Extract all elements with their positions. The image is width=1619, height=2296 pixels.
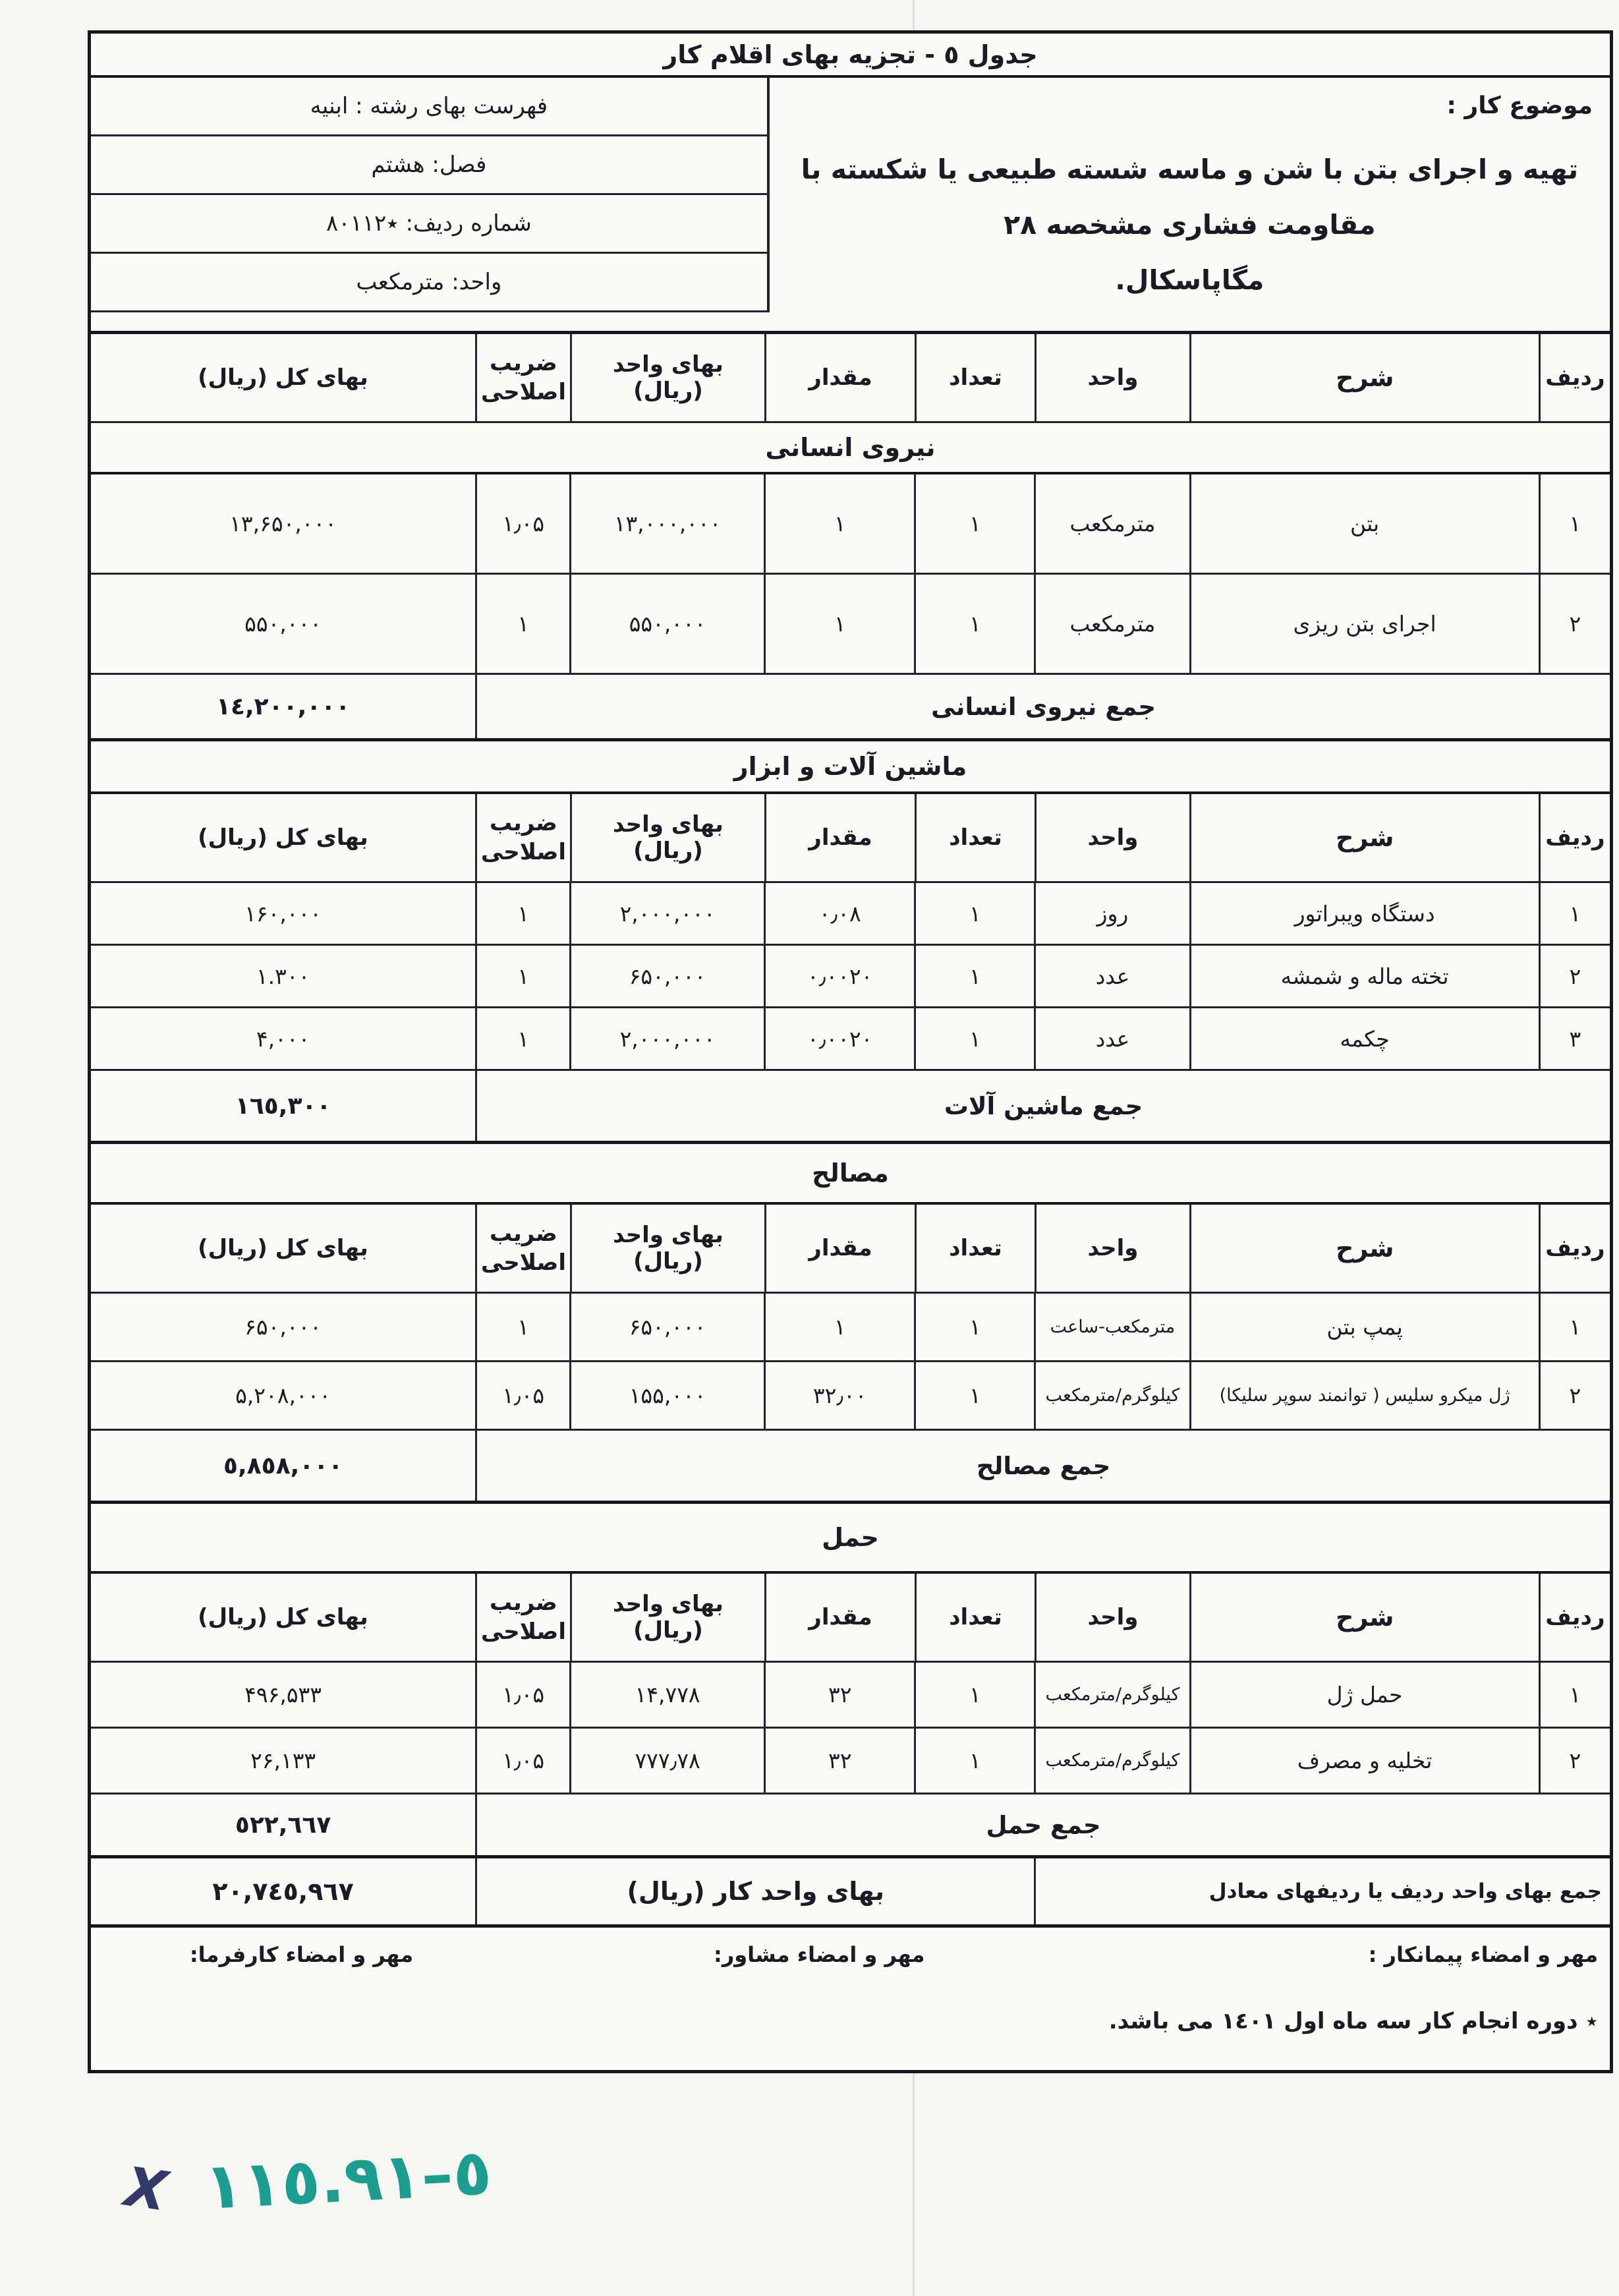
- table-header-row: [91, 1574, 1610, 1663]
- col-header-desc: شرح: [1189, 1205, 1539, 1292]
- sum-row-machinery: [91, 1071, 1610, 1141]
- cell-total: ۲۶,۱۳۳: [250, 1748, 316, 1773]
- table-row: [91, 1008, 1610, 1071]
- section-band-machinery: [91, 741, 1610, 794]
- cell-qty: ۳۲٫۰۰: [764, 1362, 914, 1429]
- cell-desc: اجرای بتن ریزی: [1189, 575, 1539, 673]
- sum-row-transport: [91, 1794, 1610, 1855]
- col-header-row: ردیف: [1539, 1205, 1610, 1292]
- work-subject-cell: [767, 78, 1610, 312]
- cell-total: ۱۶۰,۰۰۰: [244, 900, 322, 927]
- cell-unit: مترمکعب-ساعت: [1034, 1294, 1189, 1360]
- cell-qty: ۳۲: [764, 1663, 914, 1727]
- sum-label: جمع ماشین آلات: [475, 1071, 1610, 1141]
- sum-label: جمع مصالح: [475, 1431, 1610, 1501]
- spacer: [91, 312, 1610, 331]
- table-header-row: [91, 794, 1610, 883]
- col-header-factor-line2: اصلاحی: [480, 1619, 567, 1645]
- grand-total-row: [91, 1855, 1610, 1928]
- col-header-row: ردیف: [1539, 794, 1610, 881]
- cell-desc: بتن: [1189, 474, 1539, 573]
- cell-qty: ۱: [764, 1294, 914, 1360]
- cell-factor: ۱٫۰۵: [475, 1663, 569, 1727]
- cell-row-no: ۳: [1539, 1008, 1610, 1069]
- cell-unit-price: ۱۵۵,۰۰۰: [569, 1362, 764, 1429]
- cell-factor: ۱٫۰۵: [475, 1362, 569, 1429]
- grand-total-value: ٢٠,٧٤٥,٩٦٧: [212, 1877, 354, 1906]
- cell-unit: کیلوگرم/مترمکعب: [1034, 1729, 1189, 1793]
- section-band-human-resources: [91, 423, 1610, 474]
- cell-unit-price: ۱۳,۰۰۰,۰۰۰: [569, 474, 764, 573]
- col-header-qty: مقدار: [764, 794, 915, 881]
- cell-factor: ۱٫۰۵: [475, 474, 569, 573]
- col-header-factor-line2: اصلاحی: [480, 839, 567, 865]
- sum-label: جمع نیروی انسانی: [475, 675, 1610, 738]
- cell-desc: حمل ژل: [1189, 1663, 1539, 1727]
- col-header-factor: [475, 794, 570, 881]
- cell-unit-price: ۵۵۰,۰۰۰: [569, 575, 764, 673]
- cell-unit-price: ۶۵۰,۰۰۰: [569, 1294, 764, 1360]
- cell-unit: مترمکعب: [1034, 474, 1189, 573]
- table-row: [91, 883, 1610, 946]
- cell-desc: تخته ماله و شمشه: [1189, 946, 1539, 1006]
- col-header-factor: [475, 1205, 570, 1292]
- table-human-resources: [91, 331, 1610, 738]
- col-header-row: ردیف: [1539, 334, 1610, 421]
- cell-count: ۱: [914, 1663, 1034, 1727]
- col-header-desc: شرح: [1189, 334, 1539, 421]
- col-header-total: بهای کل (ریال): [198, 364, 368, 391]
- col-header-unit: واحد: [1035, 1205, 1189, 1292]
- cell-count: ۱: [914, 474, 1034, 573]
- table-transport: [91, 1501, 1610, 1855]
- table-row: [91, 1663, 1610, 1729]
- cell-unit-price: ۷۷۷٫۷۸: [569, 1729, 764, 1793]
- col-header-unit: واحد: [1035, 334, 1189, 421]
- cell-factor: ۱: [475, 946, 569, 1006]
- section-title: ماشین آلات و ابزار: [733, 752, 967, 781]
- cell-factor: ۱: [475, 575, 569, 673]
- cell-row-no: ۲: [1539, 946, 1610, 1006]
- table-materials: [91, 1141, 1610, 1501]
- table-row: [91, 575, 1610, 675]
- section-title: مصالح: [812, 1159, 889, 1188]
- employer-signature-label: مهر و امضاء کارفرما:: [189, 1942, 414, 1967]
- cost-analysis-form: [88, 30, 1613, 2073]
- col-header-desc: شرح: [1189, 1574, 1539, 1661]
- cell-unit-price: ۱۴,۷۷۸: [569, 1663, 764, 1727]
- table-row: [91, 1729, 1610, 1794]
- form-title: جدول ٥ - تجزیه بهای اقلام کار: [663, 40, 1038, 69]
- signature-footer: [91, 1928, 1610, 2070]
- sum-label: جمع حمل: [475, 1794, 1610, 1855]
- meta-row-number: شماره ردیف: ٭٨٠١١٢: [91, 195, 767, 254]
- col-header-unit-price: بهای واحد (ریال): [570, 794, 764, 881]
- col-header-count: تعداد: [915, 794, 1035, 881]
- cell-count: ۱: [914, 1362, 1034, 1429]
- col-header-total: بهای کل (ریال): [198, 1235, 368, 1261]
- table-header-row: [91, 334, 1610, 423]
- cell-qty: ۰٫۰۰۲۰: [764, 946, 914, 1006]
- cell-total: ۴۹۶,۵۳۳: [244, 1682, 322, 1708]
- table-row: [91, 1362, 1610, 1431]
- section-title: حمل: [822, 1523, 879, 1552]
- cell-qty: ۳۲: [764, 1729, 914, 1793]
- cell-total: ۱۳,۶۵۰,۰۰۰: [229, 511, 337, 536]
- col-header-unit-price: بهای واحد (ریال): [570, 1574, 764, 1661]
- cell-qty: ۰٫۰۸: [764, 883, 914, 944]
- meta-unit: واحد: مترمکعب: [91, 254, 767, 312]
- section-title: نیروی انسانی: [765, 433, 936, 462]
- col-header-count: تعداد: [915, 1574, 1035, 1661]
- handwritten-x-mark: X: [121, 2156, 171, 2224]
- col-header-qty: مقدار: [764, 1205, 915, 1292]
- col-header-unit: واحد: [1035, 794, 1189, 881]
- cell-desc: دستگاه ویبراتور: [1189, 883, 1539, 944]
- col-header-unit: واحد: [1035, 1574, 1189, 1661]
- cell-desc: ژل میکرو سلیس ( توانمند سوپر سلیکا): [1189, 1362, 1539, 1429]
- form-title-row: [91, 34, 1610, 78]
- cell-factor: ۱٫۰۵: [475, 1729, 569, 1793]
- col-header-count: تعداد: [915, 1205, 1035, 1292]
- cell-desc: پمپ بتن: [1189, 1294, 1539, 1360]
- cell-row-no: ۲: [1539, 1362, 1610, 1429]
- cell-total: ۵,۲۰۸,۰۰۰: [235, 1383, 331, 1408]
- col-header-qty: مقدار: [764, 334, 915, 421]
- cell-row-no: ۱: [1539, 474, 1610, 573]
- sum-row-materials: [91, 1431, 1610, 1501]
- cell-row-no: ۱: [1539, 883, 1610, 944]
- cell-count: ۱: [914, 575, 1034, 673]
- sum-value: ٥٢٢,٦٦٧: [235, 1811, 331, 1839]
- table-row: [91, 474, 1610, 575]
- cell-qty: ۱: [764, 474, 914, 573]
- cell-desc: چکمه: [1189, 1008, 1539, 1069]
- cell-row-no: ۲: [1539, 1729, 1610, 1793]
- table-row: [91, 946, 1610, 1008]
- col-header-factor-line1: ضریب: [490, 349, 557, 376]
- col-header-factor-line2: اصلاحی: [480, 379, 567, 405]
- col-header-total: بهای کل (ریال): [198, 824, 368, 851]
- cell-factor: ۱: [475, 1008, 569, 1069]
- sum-value: ١٤,٢٠٠,٠٠٠: [216, 693, 351, 720]
- col-header-qty: مقدار: [764, 1574, 915, 1661]
- work-subject-line2: مگاپاسکال.: [1115, 264, 1264, 297]
- col-header-count: تعداد: [915, 334, 1035, 421]
- cell-desc: تخلیه و مصرف: [1189, 1729, 1539, 1793]
- col-header-row: ردیف: [1539, 1574, 1610, 1661]
- sum-value: ٥,٨٥٨,٠٠٠: [223, 1452, 343, 1479]
- grand-total-unit-label: بهای واحد کار (ریال): [475, 1858, 1034, 1924]
- cell-count: ۱: [914, 883, 1034, 944]
- col-header-total: بهای کل (ریال): [198, 1604, 368, 1630]
- col-header-factor-line1: ضریب: [490, 809, 557, 836]
- meta-chapter: فصل: هشتم: [91, 136, 767, 195]
- cell-row-no: ۱: [1539, 1294, 1610, 1360]
- cell-unit: عدد: [1034, 946, 1189, 1006]
- cell-unit: روز: [1034, 883, 1189, 944]
- sum-row-human-resources: [91, 675, 1610, 738]
- cell-unit: کیلوگرم/مترمکعب: [1034, 1663, 1189, 1727]
- cell-unit: عدد: [1034, 1008, 1189, 1069]
- table-row: [91, 1294, 1610, 1362]
- col-header-factor-line2: اصلاحی: [480, 1249, 567, 1276]
- section-band-materials: [91, 1144, 1610, 1205]
- cell-count: ۱: [914, 946, 1034, 1006]
- sum-value: ١٦٥,٣٠٠: [235, 1092, 331, 1120]
- col-header-desc: شرح: [1189, 794, 1539, 881]
- work-subject-text: [787, 142, 1593, 308]
- col-header-unit-price: بهای واحد (ریال): [570, 334, 764, 421]
- col-header-factor-line1: ضریب: [490, 1589, 557, 1616]
- cell-qty: ۰٫۰۰۲۰: [764, 1008, 914, 1069]
- cell-unit-price: ۶۵۰,۰۰۰: [569, 946, 764, 1006]
- handwritten-code: ٥–١١٥.٩١: [202, 2135, 494, 2224]
- consultant-signature-label: مهر و امضاء مشاور:: [714, 1942, 925, 1967]
- cell-row-no: ۱: [1539, 1663, 1610, 1727]
- col-header-factor: [475, 334, 570, 421]
- cell-unit-price: ۲,۰۰۰,۰۰۰: [569, 883, 764, 944]
- table-header-row: [91, 1205, 1610, 1294]
- form-header: [91, 78, 1610, 312]
- footnote-work-period: ٭ دوره انجام کار سه ماه اول ١٤٠١ می باشد.: [1108, 2008, 1598, 2034]
- cell-count: ۱: [914, 1729, 1034, 1793]
- cell-qty: ۱: [764, 575, 914, 673]
- col-header-factor-line1: ضریب: [490, 1220, 557, 1247]
- form-meta: [91, 78, 767, 312]
- handwritten-annotation: [99, 2135, 745, 2270]
- work-subject-label: موضوع کار :: [1446, 92, 1593, 119]
- work-subject-line1: تهیه و اجرای بتن با شن و ماسه شسته طبیعی یا شکسته با مقاومت فشاری مشخصه ۲۸: [801, 154, 1579, 241]
- meta-price-list: فهرست بهای رشته : ابنیه: [91, 78, 767, 136]
- section-band-transport: [91, 1504, 1610, 1574]
- contractor-signature-label: مهر و امضاء پیمانکار :: [1368, 1942, 1598, 1967]
- cell-unit: کیلوگرم/مترمکعب: [1034, 1362, 1189, 1429]
- cell-factor: ۱: [475, 1294, 569, 1360]
- col-header-factor: [475, 1574, 570, 1661]
- grand-total-label: جمع بهای واحد ردیف یا ردیفهای معادل: [1034, 1858, 1610, 1924]
- cell-total: ۱.۳۰۰: [256, 963, 310, 989]
- cell-row-no: ۲: [1539, 575, 1610, 673]
- cell-total: ۶۵۰,۰۰۰: [244, 1314, 322, 1340]
- cell-factor: ۱: [475, 883, 569, 944]
- cell-unit: مترمکعب: [1034, 575, 1189, 673]
- cell-total: ۵۵۰,۰۰۰: [244, 611, 322, 637]
- cell-total: ۴,۰۰۰: [256, 1025, 310, 1052]
- cell-count: ۱: [914, 1008, 1034, 1069]
- col-header-unit-price: بهای واحد (ریال): [570, 1205, 764, 1292]
- table-machinery: [91, 738, 1610, 1141]
- cell-count: ۱: [914, 1294, 1034, 1360]
- cell-unit-price: ۲,۰۰۰,۰۰۰: [569, 1008, 764, 1069]
